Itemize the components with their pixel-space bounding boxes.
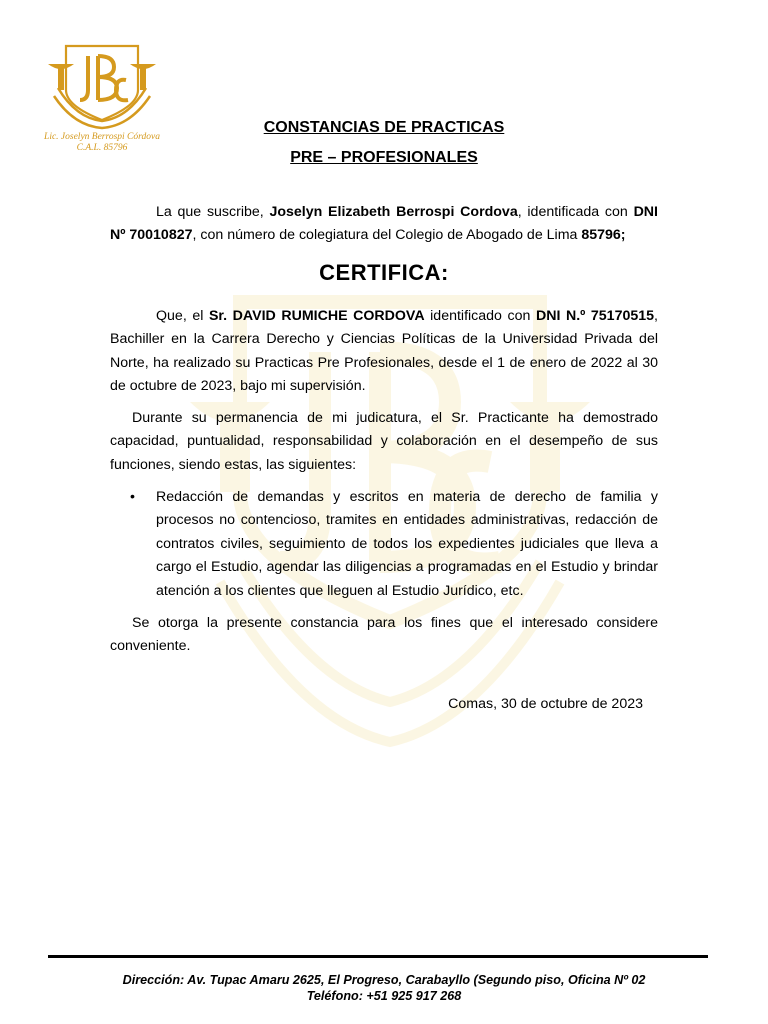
body-paragraph-1: Que, el Sr. DAVID RUMICHE CORDOVA identificado con DNI N.º 75170515, Bachiller en la Carrera Derecho y Ciencias Políticas de la Universidad Privada del Norte, ha realizado su Practicas Pre Profesionales, desde el 1 de enero de 2022 al 30 de octubre de 2023, bajo mi supervisión. — [110, 308, 658, 395]
footer-address: Dirección: Av. Tupac Amaru 2625, El Progreso, Carabayllo (Segundo piso, Oficina Nº 02 — [122, 973, 646, 987]
bullet-marker: • — [130, 489, 135, 505]
list-item: Redacción de demandas y escritos en materia de derecho de familia y procesos no contencioso, tramites en entidades administrativas, redacción de contratos civiles, seguimiento de todos los expedientes judiciales que lleva a cargo el Estudio, agendar las diligencias a programadas en el Estudio y brindar atención a los clientes que lleguen al Estudio Jurídico, etc. — [156, 489, 658, 599]
signatory-dni: DNI Nº 70010827 — [110, 204, 658, 244]
footer-phone: Teléfono: +51 925 917 268 — [306, 989, 462, 1003]
intro-paragraph: La que suscribe, Joselyn Elizabeth Berrospi Cordova, identificada con DNI Nº 70010827, con número de colegiatura del Colegio de Abogado de Lima 85796; — [110, 204, 658, 244]
body-paragraph-3: Se otorga la presente constancia para los fines que el interesado considere conveniente. — [110, 615, 658, 655]
bar-registration: 85796; — [581, 227, 626, 244]
firm-logo — [34, 38, 170, 158]
logo-caption-name: Lic. Joselyn Berrospi Córdova — [44, 132, 160, 142]
body-paragraph-2: Durante su permanencia de mi judicatura, el Sr. Practicante ha demostrado capacidad, puntualidad, responsabilidad y colaboración en el desempeño de sus funciones, siendo estas, las siguientes: — [110, 410, 658, 473]
document-title-line1: CONSTANCIAS DE PRACTICAS — [263, 119, 505, 136]
intern-dni: DNI N.º 75170515 — [535, 308, 655, 324]
logo-caption-cal: C.A.L. 85796 — [76, 143, 128, 153]
jbc-monogram-icon — [34, 38, 170, 130]
intern-name: Sr. DAVID RUMICHE CORDOVA — [208, 308, 425, 324]
document-title-line2: PRE – PROFESIONALES — [290, 149, 478, 166]
certifica-heading: CERTIFICA: — [319, 260, 449, 285]
signatory-name: Joselyn Elizabeth Berrospi Cordova — [269, 204, 518, 220]
issue-date: Comas, 30 de octubre de 2023 — [448, 696, 643, 712]
footer-divider — [48, 955, 708, 958]
